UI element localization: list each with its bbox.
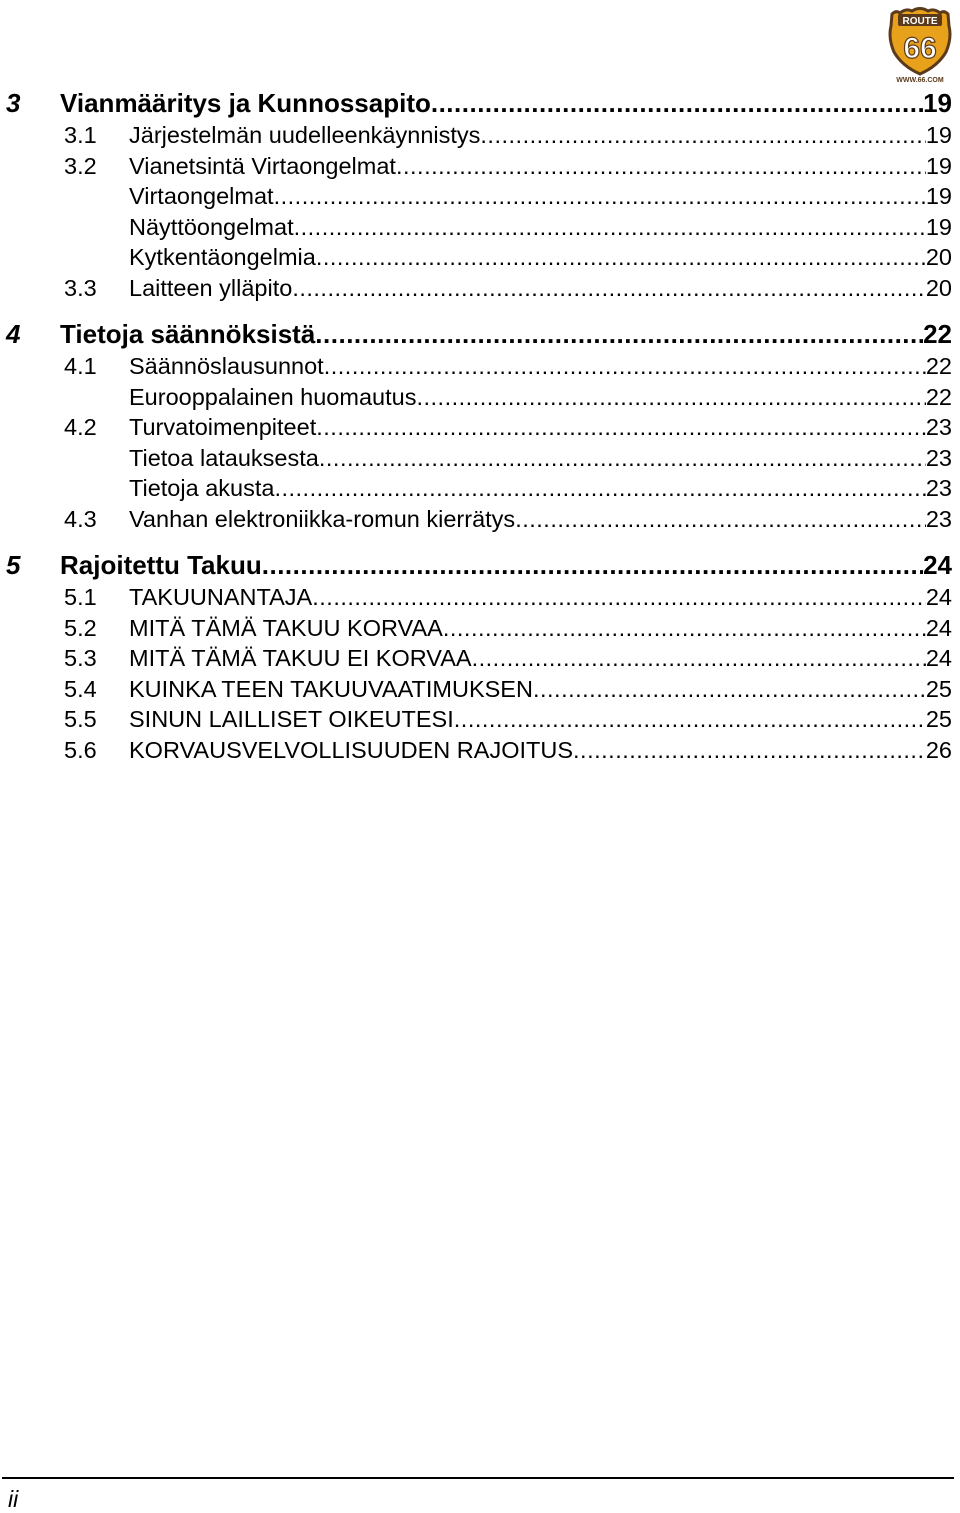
toc-dot-leader: [533, 676, 926, 703]
toc-entry-line: [129, 275, 952, 302]
toc-entry-number: 3: [6, 88, 21, 118]
toc-entry-title: Tietoja säännöksistä: [60, 319, 316, 349]
toc-dot-leader: [312, 584, 926, 611]
toc-section-entry[interactable]: [0, 475, 952, 506]
toc-entry-line: [129, 737, 952, 764]
toc-entry-title: Turvatoimenpiteet: [129, 414, 317, 440]
toc-entry-page: 22: [923, 319, 952, 349]
footer-page-number: ii: [8, 1486, 19, 1512]
toc-entry-line: [129, 122, 952, 149]
toc-section-entry[interactable]: [0, 153, 952, 184]
toc-entry-title: Näyttöongelmat: [129, 213, 294, 240]
toc-section-entry[interactable]: [0, 706, 952, 737]
toc-section-entry[interactable]: [0, 676, 952, 707]
toc-section-entry[interactable]: [0, 214, 952, 245]
toc-entry-page: 25: [925, 675, 952, 702]
toc-section-entry[interactable]: [0, 275, 952, 306]
toc-entry-number: 3.1: [64, 122, 97, 148]
toc-entry-number: 5.4: [64, 675, 97, 702]
toc-dot-leader: [454, 706, 926, 733]
toc-dot-leader: [416, 384, 925, 411]
toc-section-entry[interactable]: [0, 122, 952, 153]
toc-entry-line: [129, 414, 952, 441]
toc-spacer: [0, 536, 952, 550]
toc-entry-line: [60, 319, 952, 350]
toc-entry-page: 25: [925, 706, 952, 732]
toc-entry-page: 22: [925, 353, 952, 379]
toc-section-entry[interactable]: [0, 445, 952, 476]
logo-top-text: ROUTE: [902, 16, 938, 27]
toc-entry-title: Vanhan elektroniikka-romun kierrätys: [129, 505, 516, 532]
footer-rule: [2, 1477, 954, 1479]
toc-entry-title: Laitteen ylläpito: [129, 274, 293, 301]
toc-entry-line: [129, 384, 952, 411]
toc-entry-line: [129, 214, 952, 241]
toc-entry-page: 24: [925, 614, 952, 641]
toc-dot-leader: [274, 183, 926, 210]
toc-dot-leader: [515, 506, 926, 533]
toc-dot-leader: [316, 244, 926, 271]
toc-section-entry[interactable]: [0, 353, 952, 384]
toc-dot-leader: [573, 737, 926, 764]
toc-entry-title: Järjestelmän uudelleenkäynnistys: [129, 122, 481, 148]
toc-entry-line: [60, 550, 952, 581]
toc-entry-line: [129, 475, 952, 502]
toc-entry-number: 5.6: [64, 736, 97, 763]
toc-entry-page: 20: [925, 274, 952, 301]
toc-entry-line: [129, 706, 952, 733]
toc-entry-number: 5: [6, 550, 21, 580]
toc-dot-leader: [431, 88, 923, 119]
table-of-contents: [0, 88, 952, 767]
toc-entry-line: [129, 584, 952, 611]
toc-chapter-entry[interactable]: [0, 319, 952, 353]
toc-entry-line: [129, 244, 952, 271]
toc-entry-title: Virtaongelmat: [129, 183, 274, 209]
toc-dot-leader: [472, 645, 926, 672]
toc-entry-page: 22: [925, 383, 952, 410]
toc-entry-number: 3.2: [64, 152, 97, 179]
toc-dot-leader: [315, 319, 923, 350]
toc-section-entry[interactable]: [0, 584, 952, 615]
toc-entry-title: Tietoa latauksesta: [129, 444, 319, 471]
toc-entry-number: 4.2: [64, 414, 97, 440]
toc-entry-number: 5.1: [64, 584, 97, 610]
toc-entry-page: 20: [925, 244, 952, 270]
toc-entry-page: 24: [925, 645, 952, 671]
toc-entry-page: 23: [925, 505, 952, 532]
toc-entry-page: 26: [925, 736, 952, 763]
toc-entry-title: Vianetsintä Virtaongelmat: [129, 152, 396, 179]
toc-spacer: [0, 305, 952, 319]
toc-entry-page: 19: [925, 122, 952, 148]
toc-entry-title: Tietoja akusta: [129, 475, 275, 501]
toc-chapter-entry[interactable]: [0, 88, 952, 122]
toc-section-entry[interactable]: [0, 615, 952, 646]
toc-section-entry[interactable]: [0, 244, 952, 275]
toc-dot-leader: [316, 414, 926, 441]
toc-entry-number: 4.3: [64, 505, 97, 532]
toc-entry-page: 19: [923, 88, 952, 118]
toc-dot-leader: [292, 275, 926, 302]
toc-entry-title: Rajoitettu Takuu: [60, 550, 262, 580]
toc-dot-leader: [480, 122, 925, 149]
toc-entry-title: KUINKA TEEN TAKUUVAATIMUKSEN: [129, 675, 533, 702]
toc-entry-title: MITÄ TÄMÄ TAKUU EI KORVAA: [129, 645, 472, 671]
toc-entry-title: MITÄ TÄMÄ TAKUU KORVAA: [129, 614, 443, 641]
toc-section-entry[interactable]: [0, 506, 952, 537]
toc-entry-number: 5.2: [64, 614, 97, 641]
toc-entry-line: [129, 183, 952, 210]
toc-dot-leader: [274, 475, 925, 502]
toc-entry-line: [129, 676, 952, 703]
toc-entry-page: 24: [923, 550, 952, 580]
logo-url: WWW.66.COM: [896, 77, 944, 84]
toc-chapter-entry[interactable]: [0, 550, 952, 584]
toc-entry-line: [129, 506, 952, 533]
toc-dot-leader: [443, 615, 926, 642]
toc-entry-line: [60, 88, 952, 119]
toc-entry-page: 24: [925, 584, 952, 610]
toc-entry-number: 5.5: [64, 706, 97, 732]
toc-section-entry[interactable]: [0, 645, 952, 676]
toc-entry-title: Kytkentäongelmia: [129, 244, 316, 270]
toc-entry-title: TAKUUNANTAJA: [129, 584, 313, 610]
toc-entry-number: 4.1: [64, 353, 97, 379]
toc-section-entry[interactable]: [0, 737, 952, 768]
logo-number: 66: [903, 32, 937, 65]
route66-logo: [886, 6, 954, 84]
toc-section-entry[interactable]: [0, 414, 952, 445]
toc-entry-line: [129, 353, 952, 380]
toc-section-entry[interactable]: [0, 384, 952, 415]
toc-entry-page: 23: [925, 475, 952, 501]
toc-entry-page: 19: [925, 183, 952, 209]
toc-entry-line: [129, 645, 952, 672]
toc-entry-line: [129, 615, 952, 642]
toc-entry-number: 5.3: [64, 645, 97, 671]
toc-section-entry[interactable]: [0, 183, 952, 214]
toc-entry-title: Säännöslausunnot: [129, 353, 324, 379]
toc-entry-page: 19: [925, 152, 952, 179]
toc-entry-page: 23: [925, 444, 952, 471]
toc-dot-leader: [396, 153, 926, 180]
toc-entry-number: 3.3: [64, 274, 97, 301]
toc-entry-line: [129, 445, 952, 472]
toc-entry-title: Eurooppalainen huomautus: [129, 383, 417, 410]
toc-entry-line: [129, 153, 952, 180]
toc-entry-title: SINUN LAILLISET OIKEUTESI: [129, 706, 454, 732]
toc-entry-page: 23: [925, 414, 952, 440]
toc-entry-title: Vianmääritys ja Kunnossapito: [60, 88, 431, 118]
toc-entry-title: KORVAUSVELVOLLISUUDEN RAJOITUS: [129, 736, 574, 763]
toc-dot-leader: [294, 214, 926, 241]
toc-dot-leader: [324, 353, 926, 380]
toc-entry-page: 19: [925, 213, 952, 240]
toc-dot-leader: [262, 550, 923, 581]
toc-dot-leader: [319, 445, 926, 472]
toc-entry-number: 4: [6, 319, 21, 349]
